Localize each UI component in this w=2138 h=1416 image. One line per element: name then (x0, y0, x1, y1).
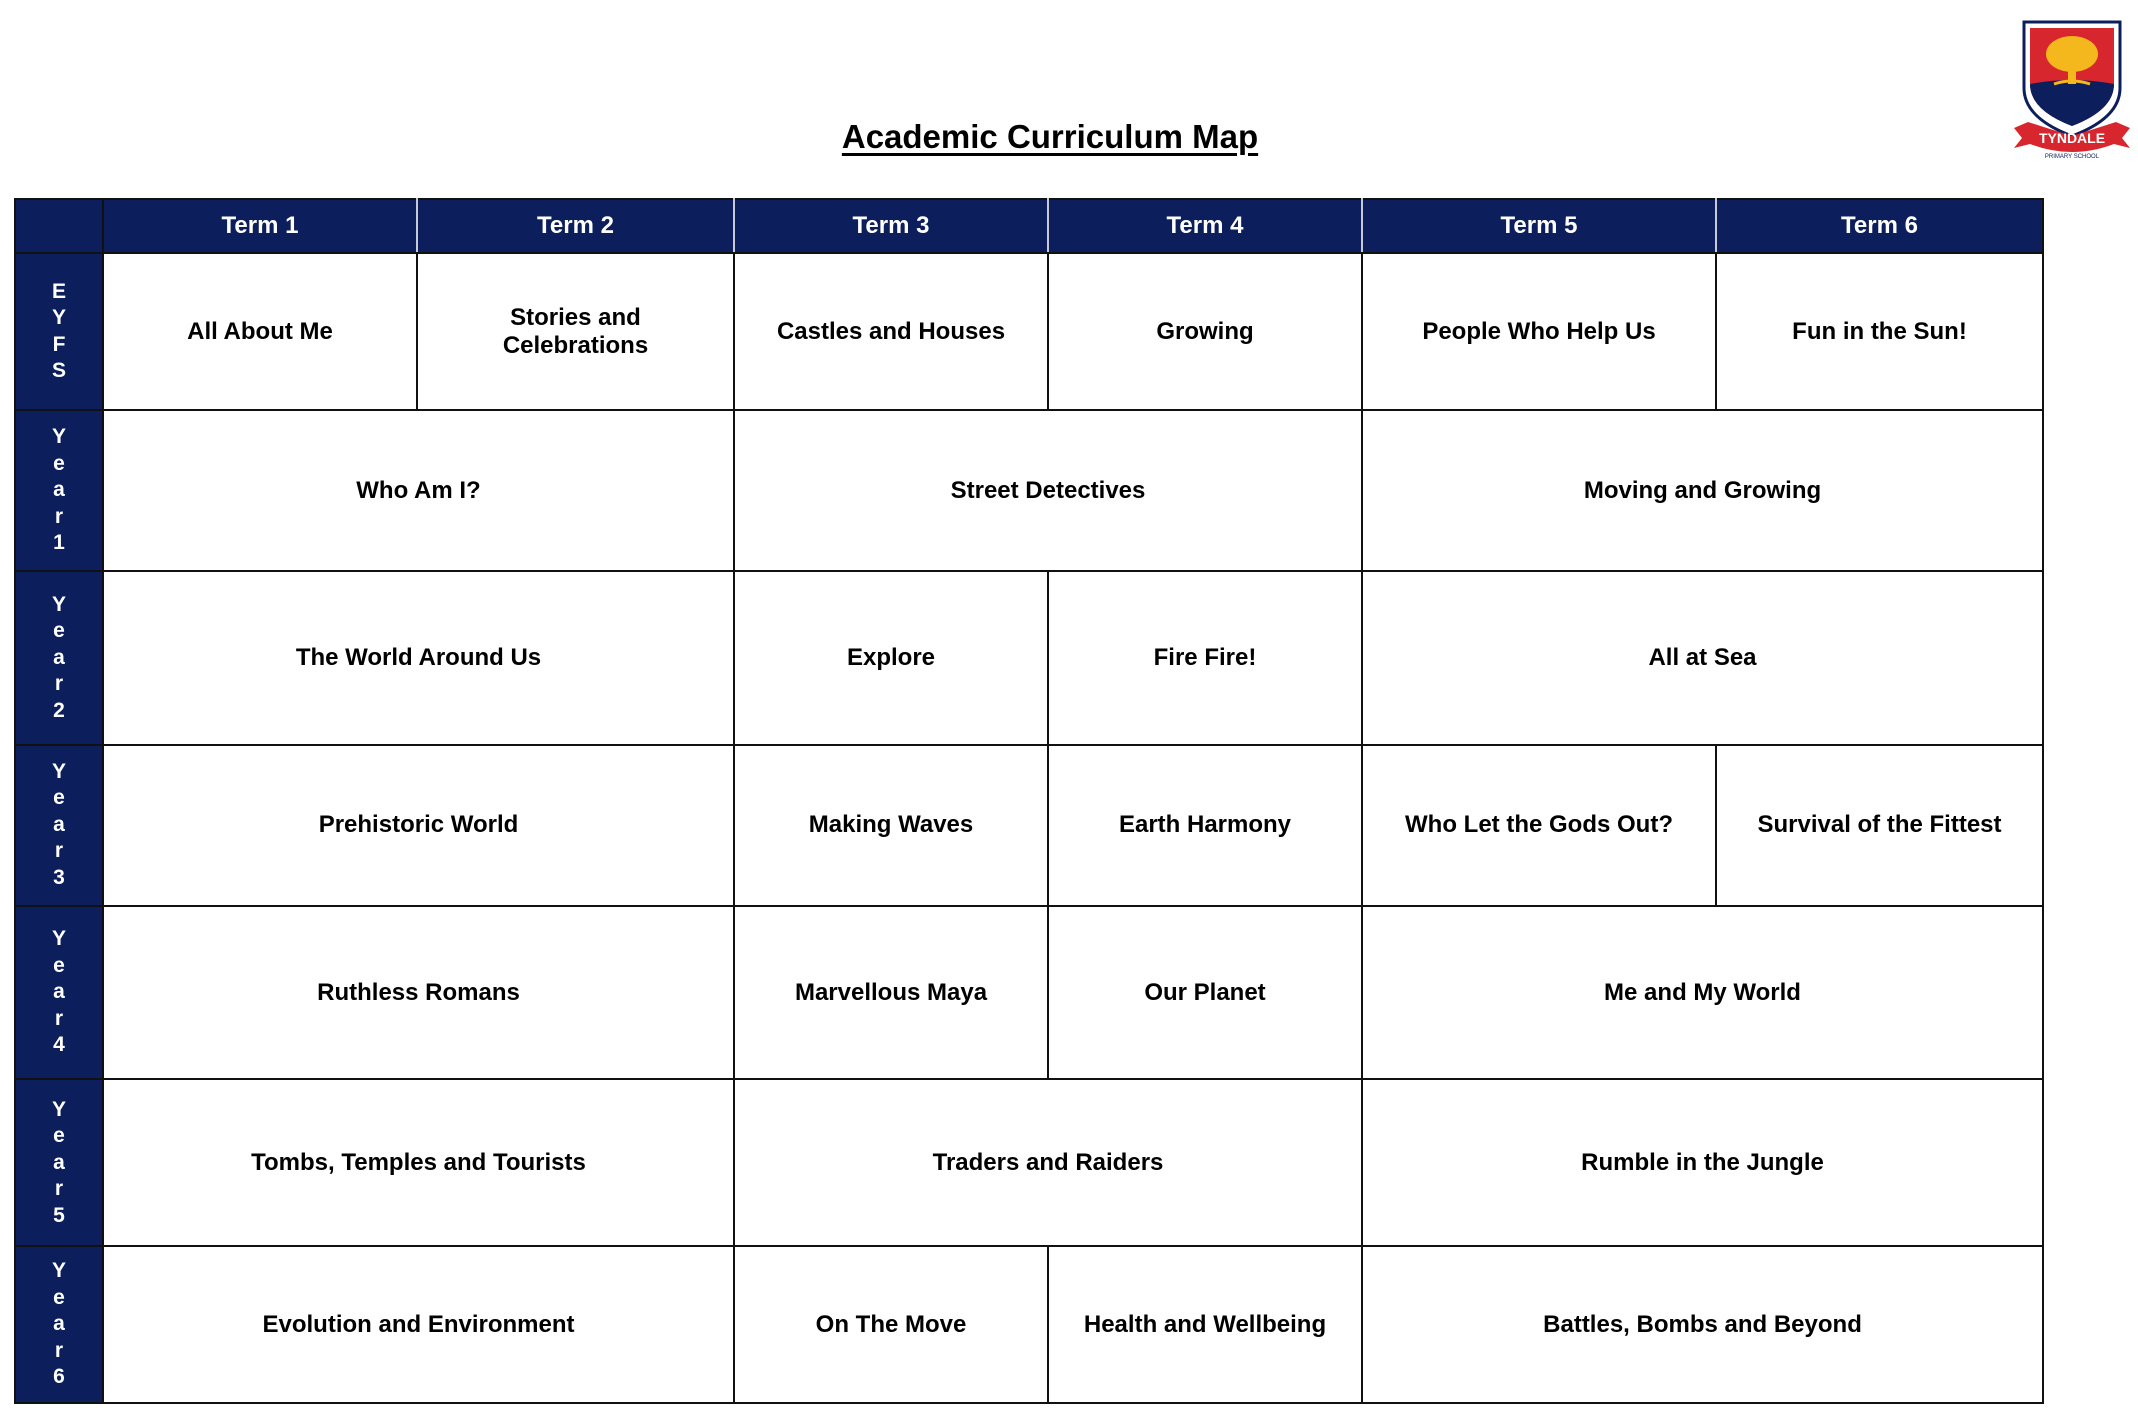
topic-cell: Earth Harmony (1048, 745, 1362, 906)
topic-cell: Traders and Raiders (734, 1079, 1362, 1246)
topic-cell: Castles and Houses (734, 253, 1048, 410)
topic-cell: Evolution and Environment (103, 1246, 734, 1403)
year-label: Y e a r 5 (15, 1079, 103, 1246)
year-label: Y e a r 3 (15, 745, 103, 906)
row-year-4 (15, 906, 2043, 1080)
topic-cell: Ruthless Romans (103, 906, 734, 1080)
curriculum-table (14, 198, 2044, 1404)
row-year-5 (15, 1079, 2043, 1246)
topic-cell: Me and My World (1362, 906, 2043, 1080)
year-label: Y e a r 6 (15, 1246, 103, 1403)
topic-cell: Street Detectives (734, 410, 1362, 571)
topic-cell: Fun in the Sun! (1716, 253, 2043, 410)
topic-cell: Our Planet (1048, 906, 1362, 1080)
year-label: Y e a r 4 (15, 906, 103, 1080)
topic-cell: Growing (1048, 253, 1362, 410)
topic-cell: Prehistoric World (103, 745, 734, 906)
year-label: Y e a r 2 (15, 571, 103, 745)
row-year-6 (15, 1246, 2043, 1403)
topic-cell: All About Me (103, 253, 417, 410)
topic-cell: Health and Wellbeing (1048, 1246, 1362, 1403)
topic-cell: Explore (734, 571, 1048, 745)
page-title: Academic Curriculum Map (841, 118, 1259, 155)
row-year-2 (15, 571, 2043, 745)
topic-cell: Making Waves (734, 745, 1048, 906)
topic-cell: On The Move (734, 1246, 1048, 1403)
term-header: Term 3 (734, 199, 1048, 253)
year-label: E Y F S (15, 253, 103, 410)
topic-cell: Survival of the Fittest (1716, 745, 2043, 906)
topic-cell: Rumble in the Jungle (1362, 1079, 2043, 1246)
topic-cell: Battles, Bombs and Beyond (1362, 1246, 2043, 1403)
row-year-1 (15, 410, 2043, 571)
header-row (15, 199, 2043, 253)
topic-cell: People Who Help Us (1362, 253, 1716, 410)
topic-cell: The World Around Us (103, 571, 734, 745)
term-header: Term 6 (1716, 199, 2043, 253)
tyndale-school-crest-icon (2010, 18, 2134, 168)
logo-subtext: PRIMARY SCHOOL (2044, 154, 2100, 160)
term-header: Term 4 (1048, 199, 1362, 253)
topic-cell: Who Let the Gods Out? (1362, 745, 1716, 906)
term-header: Term 5 (1362, 199, 1716, 253)
topic-cell: Marvellous Maya (734, 906, 1048, 1080)
topic-cell: Who Am I? (103, 410, 734, 571)
term-header: Term 1 (103, 199, 417, 253)
topic-cell: Tombs, Temples and Tourists (103, 1079, 734, 1246)
topic-cell: Moving and Growing (1362, 410, 2043, 571)
topic-cell: Stories and Celebrations (417, 253, 734, 410)
row-eyfs (15, 253, 2043, 410)
year-label: Y e a r 1 (15, 410, 103, 571)
topic-cell: All at Sea (1362, 571, 2043, 745)
term-header: Term 2 (417, 199, 734, 253)
logo-text: TYNDALE (2038, 130, 2106, 146)
topic-cell: Fire Fire! (1048, 571, 1362, 745)
row-year-3 (15, 745, 2043, 906)
header-corner (15, 199, 103, 253)
